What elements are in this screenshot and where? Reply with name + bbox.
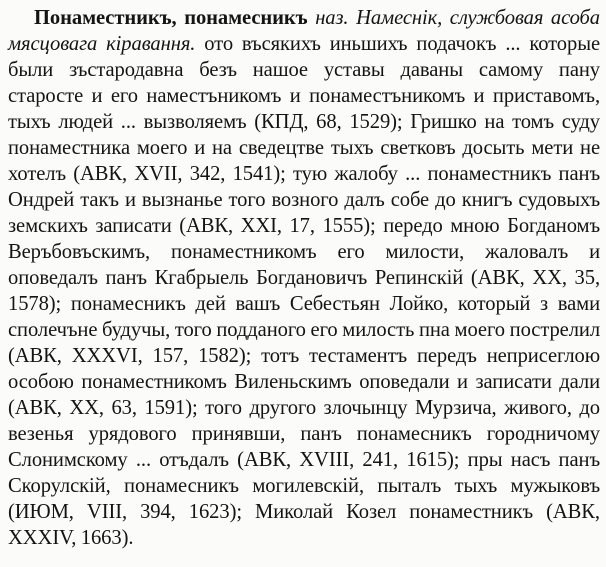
entry-citations: ото въсякихъ иньшихъ подачокъ ... которые были зъстародавна безъ нашое уставы даваны самому пану старосте и его наместъникомъ и понаместъникомъ и приставомъ, тыхъ людей ... вызволяемъ (КПД, 68, 1529); Гришко на томъ суду понаместника моего и на сведецтве тыхъ светковъ досыть мети не хотелъ (АВК, XVII, 342, 1541); тую жалобу ... понаместникъ панъ Ондрей такъ и вызнанье того возного далъ собе до книгъ судовыхъ земскихъ записати (АВК, XXI, 17, 1555); передо мною Богданомъ Веръбовъскимъ, понаместникомъ его милости, жаловалъ и оповедалъ панъ Кгабрыель Богдановичъ Репинскій (АВК, XX, 35, 1578); понамесникъ дей вашъ Себестьян Лойко, который з вами сполечъне будучы, того подданого его милость пна моего пострелил (АВК, XXXVI, 157, 1582); тотъ тестаментъ передъ неприсеглою особою понаместникомъ Виленьскимъ оповедали и записати дали (АВК, XX, 63, 1591); того другого злочынцу Мурзича, живого, до везенья урядового принявши, панъ понамесникъ городничому Слонимскому ... отъдалъ (АВК, XVIII, 241, 1615); пры насъ панъ Скорулскій, понамесникъ могилевскій, пыталъ тыхъ мужыковъ (ИЮМ, VIII, 394, 1623); Миколай Козел понаместникъ (АВК, XXXIV, 1663).	[8, 33, 600, 549]
entry-headword: Понаместникъ, понамесникъ	[34, 7, 308, 29]
entry-definition: наз. Намеснік, службовая асоба мясцовага кіравання.	[8, 7, 600, 55]
dictionary-entry	[8, 5, 600, 551]
